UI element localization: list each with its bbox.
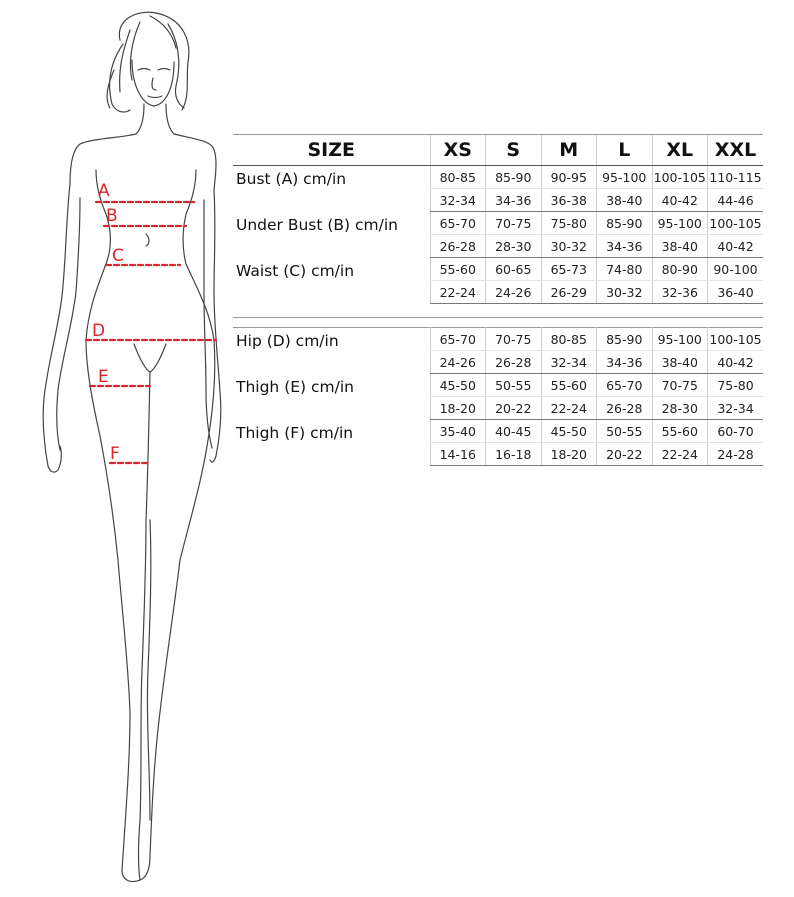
- cell-value: 26-29: [541, 281, 597, 304]
- lower-rows: [233, 328, 763, 466]
- cell-value: 85-90: [486, 166, 542, 189]
- cell-value: 36-40: [708, 281, 764, 304]
- legs-sketch: [118, 520, 180, 882]
- cell-value: 90-95: [541, 166, 597, 189]
- cell-value: 80-90: [652, 258, 708, 281]
- measurement-row-cm: [233, 166, 763, 189]
- cell-value: 65-73: [541, 258, 597, 281]
- cell-value: 100-105: [652, 166, 708, 189]
- cell-value: 90-100: [708, 258, 764, 281]
- cell-value: 26-28: [430, 235, 486, 258]
- cell-value: 40-42: [708, 235, 764, 258]
- label-c: C: [112, 246, 124, 266]
- cell-value: 80-85: [430, 166, 486, 189]
- cell-value: 14-16: [430, 443, 486, 466]
- cell-value: 22-24: [541, 397, 597, 420]
- measurement-label: Thigh (F) cm/in: [236, 423, 354, 442]
- cell-value: 40-45: [486, 420, 542, 443]
- measurement-label: Under Bust (B) cm/in: [236, 215, 399, 234]
- hair-sketch: [107, 12, 189, 112]
- cell-value: 28-30: [652, 397, 708, 420]
- cell-value: 70-75: [486, 328, 542, 351]
- cell-value: 65-70: [430, 212, 486, 235]
- cell-value: 95-100: [597, 166, 653, 189]
- cell-value: 40-42: [652, 189, 708, 212]
- size-header-row: [233, 135, 763, 166]
- cell-value: 38-40: [652, 235, 708, 258]
- cell-value: 45-50: [541, 420, 597, 443]
- cell-value: 40-42: [708, 351, 764, 374]
- size-header-l: L: [597, 135, 653, 166]
- cell-value: 24-26: [430, 351, 486, 374]
- cell-value: 24-26: [486, 281, 542, 304]
- face-sketch: [132, 60, 174, 106]
- measurement-row-cm: [233, 374, 763, 397]
- cell-value: 35-40: [430, 420, 486, 443]
- cell-value: 32-34: [541, 351, 597, 374]
- size-header-m: M: [541, 135, 597, 166]
- cell-value: 20-22: [486, 397, 542, 420]
- cell-value: 100-105: [708, 328, 764, 351]
- measurement-row-cm: [233, 328, 763, 351]
- label-a: A: [98, 181, 110, 201]
- size-header-xxl: XXL: [708, 135, 764, 166]
- cell-value: 16-18: [486, 443, 542, 466]
- cell-value: 80-85: [541, 328, 597, 351]
- cell-value: 65-70: [597, 374, 653, 397]
- measurement-label: Waist (C) cm/in: [236, 261, 355, 280]
- size-chart-upper-table: [233, 134, 763, 304]
- size-chart-lower-table: [233, 327, 763, 466]
- cell-value: 60-65: [486, 258, 542, 281]
- measurement-label: Bust (A) cm/in: [236, 170, 347, 188]
- cell-value: 18-20: [541, 443, 597, 466]
- cell-value: 38-40: [597, 189, 653, 212]
- measurement-lines: [86, 202, 216, 463]
- cell-value: 22-24: [430, 281, 486, 304]
- cell-value: 32-36: [652, 281, 708, 304]
- size-header-label: SIZE: [233, 135, 430, 166]
- cell-value: 18-20: [430, 397, 486, 420]
- label-e: E: [98, 367, 109, 387]
- cell-value: 32-34: [708, 397, 764, 420]
- cell-value: 30-32: [541, 235, 597, 258]
- cell-value: 45-50: [430, 374, 486, 397]
- measurement-label: Thigh (E) cm/in: [236, 377, 354, 396]
- cell-value: 75-80: [541, 212, 597, 235]
- cell-value: 50-55: [486, 374, 542, 397]
- measurement-row-cm: [233, 258, 763, 281]
- cell-value: 34-36: [486, 189, 542, 212]
- measurement-row-cm: [233, 420, 763, 443]
- cell-value: 95-100: [652, 328, 708, 351]
- cell-value: 34-36: [597, 351, 653, 374]
- label-d: D: [92, 321, 106, 341]
- cell-value: 95-100: [652, 212, 708, 235]
- cell-value: 100-105: [708, 212, 764, 235]
- cell-value: 20-22: [597, 443, 653, 466]
- size-header-xs: XS: [430, 135, 486, 166]
- label-f: F: [110, 444, 120, 464]
- measurement-label: Hip (D) cm/in: [236, 332, 339, 350]
- cell-value: 55-60: [541, 374, 597, 397]
- cell-value: 55-60: [430, 258, 486, 281]
- cell-value: 75-80: [708, 374, 764, 397]
- cell-value: 85-90: [597, 212, 653, 235]
- label-b: B: [106, 206, 118, 226]
- cell-value: 26-28: [597, 397, 653, 420]
- cell-value: 70-75: [652, 374, 708, 397]
- cell-value: 38-40: [652, 351, 708, 374]
- upper-rows: [233, 166, 763, 304]
- cell-value: 26-28: [486, 351, 542, 374]
- cell-value: 55-60: [652, 420, 708, 443]
- cell-value: 50-55: [597, 420, 653, 443]
- measurement-row-cm: [233, 212, 763, 235]
- cell-value: 34-36: [597, 235, 653, 258]
- size-header-xl: XL: [652, 135, 708, 166]
- cell-value: 85-90: [597, 328, 653, 351]
- size-header-s: S: [486, 135, 542, 166]
- cell-value: 22-24: [652, 443, 708, 466]
- cell-value: 28-30: [486, 235, 542, 258]
- cell-value: 24-28: [708, 443, 764, 466]
- cell-value: 65-70: [430, 328, 486, 351]
- body-figure-illustration: [0, 0, 230, 897]
- cell-value: 30-32: [597, 281, 653, 304]
- cell-value: 74-80: [597, 258, 653, 281]
- table-divider: [233, 317, 763, 318]
- cell-value: 32-34: [430, 189, 486, 212]
- cell-value: 44-46: [708, 189, 764, 212]
- cell-value: 36-38: [541, 189, 597, 212]
- cell-value: 70-75: [486, 212, 542, 235]
- torso-sketch: [43, 104, 221, 560]
- cell-value: 110-115: [708, 166, 764, 189]
- cell-value: 60-70: [708, 420, 764, 443]
